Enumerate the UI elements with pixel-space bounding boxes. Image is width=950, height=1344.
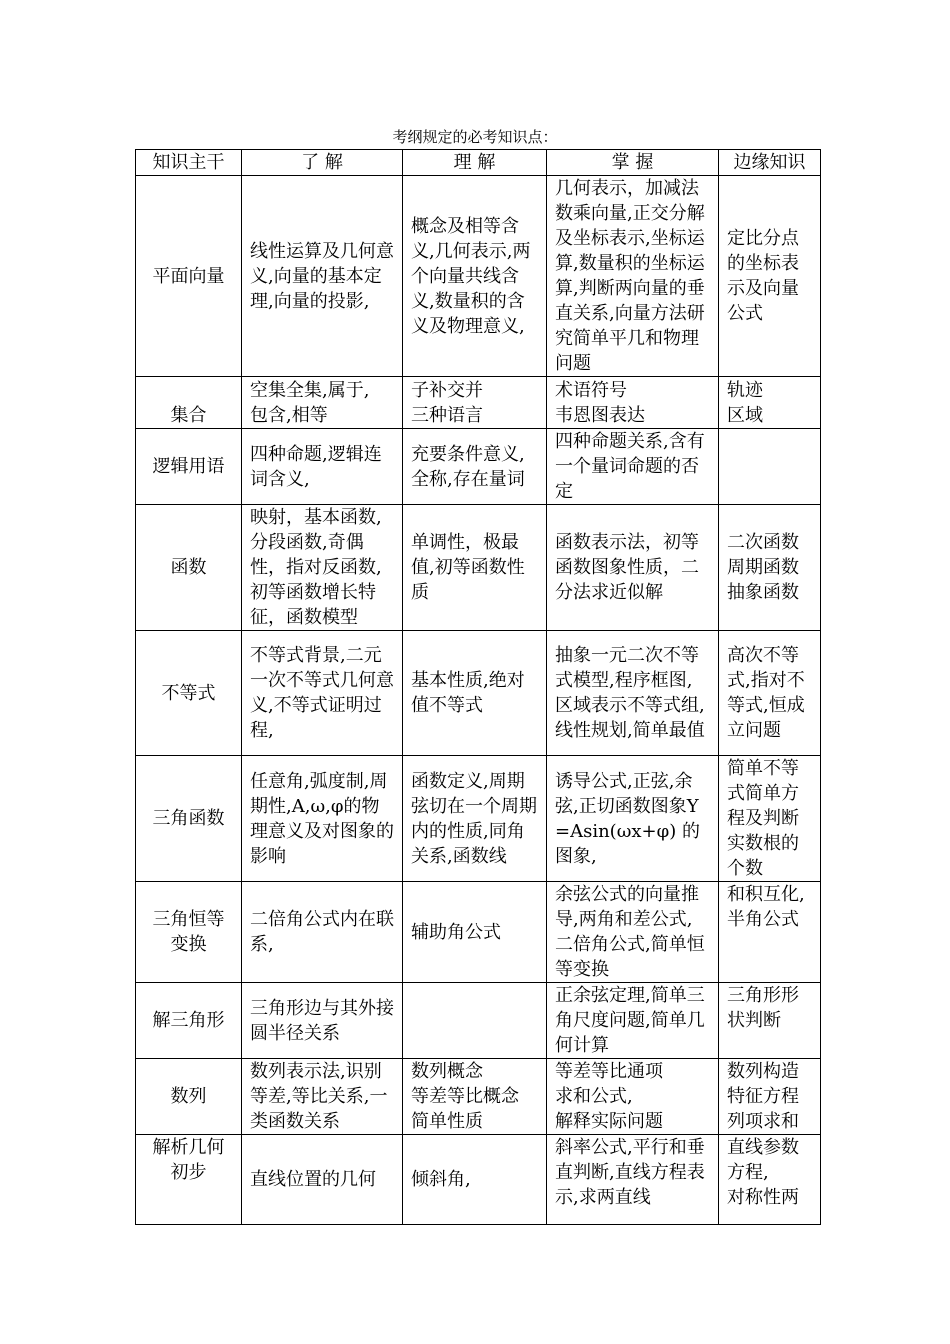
cell-peripheral (719, 429, 821, 505)
cell-master: 抽象一元二次不等式模型,程序框图,区域表示不等式组,线性规划,简单最值 (547, 631, 719, 756)
cell-comprehend: 倾斜角, (403, 1135, 547, 1225)
cell-peripheral: 轨迹 区域 (719, 377, 821, 429)
cell-understand: 映射，基本函数,分段函数,奇偶性，指对反函数,初等函数增长特征，函数模型 (242, 505, 403, 631)
table-row (136, 377, 821, 429)
cell-subject: 解三角形 (136, 983, 242, 1059)
cell-subject: 平面向量 (136, 176, 242, 377)
header-subject: 知识主干 (136, 150, 242, 176)
cell-subject: 三角函数 (136, 756, 242, 882)
cell-subject: 函数 (136, 505, 242, 631)
header-understand: 了 解 (242, 150, 403, 176)
cell-peripheral: 数列构造 特征方程 列项求和 (719, 1059, 821, 1135)
cell-master: 几何表示，加减法数乘向量,正交分解及坐标表示,坐标运算,数量积的坐标运算,判断两向量的垂直关系,向量方法研究简单平几和物理问题 (547, 176, 719, 377)
cell-peripheral: 直线参数方程, 对称性两 (719, 1135, 821, 1225)
cell-master: 四种命题关系,含有一个量词命题的否定 (547, 429, 719, 505)
cell-peripheral: 二次函数 周期函数 抽象函数 (719, 505, 821, 631)
cell-master: 等差等比通项 求和公式, 解释实际问题 (547, 1059, 719, 1135)
table-row (136, 882, 821, 983)
cell-master: 函数表示法，初等函数图象性质，二分法求近似解 (547, 505, 719, 631)
cell-understand: 空集全集,属于, 包含,相等 (242, 377, 403, 429)
cell-understand: 任意角,弧度制,周期性,A,ω,φ的物理意义及对图象的影响 (242, 756, 403, 882)
table-row (136, 176, 821, 377)
cell-comprehend: 基本性质,绝对值不等式 (403, 631, 547, 756)
cell-peripheral: 简单不等式简单方程及判断实数根的个数 (719, 756, 821, 882)
table-row (136, 983, 821, 1059)
cell-master: 正余弦定理,简单三角尺度问题,简单几何计算 (547, 983, 719, 1059)
cell-understand: 线性运算及几何意义,向量的基本定理,向量的投影, (242, 176, 403, 377)
cell-understand: 四种命题,逻辑连词含义, (242, 429, 403, 505)
cell-understand: 直线位置的几何 (242, 1135, 403, 1225)
cell-comprehend: 单调性，极最值,初等函数性质 (403, 505, 547, 631)
cell-master: 斜率公式,平行和垂直判断,直线方程表示,求两直线 (547, 1135, 719, 1225)
cell-comprehend (403, 983, 547, 1059)
cell-comprehend: 辅助角公式 (403, 882, 547, 983)
cell-subject: 数列 (136, 1059, 242, 1135)
cell-subject: 集合 (136, 377, 242, 429)
cell-understand: 不等式背景,二元一次不等式几何意义,不等式证明过程, (242, 631, 403, 756)
cell-subject: 不等式 (136, 631, 242, 756)
table-row (136, 631, 821, 756)
table-row (136, 505, 821, 631)
cell-understand: 二倍角公式内在联系, (242, 882, 403, 983)
cell-comprehend: 函数定义,周期弦切在一个周期内的性质,同角关系,函数线 (403, 756, 547, 882)
knowledge-table (135, 149, 821, 1225)
cell-comprehend: 充要条件意义,全称,存在量词 (403, 429, 547, 505)
table-caption: 考纲规定的必考知识点： (392, 128, 558, 146)
table-row (136, 429, 821, 505)
cell-comprehend: 数列概念 等差等比概念 简单性质 (403, 1059, 547, 1135)
table-row (136, 1135, 821, 1225)
cell-peripheral: 高次不等式,指对不等式,恒成立问题 (719, 631, 821, 756)
cell-peripheral: 定比分点的坐标表示及向量公式 (719, 176, 821, 377)
cell-peripheral: 和积互化,半角公式 (719, 882, 821, 983)
header-peripheral: 边缘知识 (719, 150, 821, 176)
cell-understand: 数列表示法,识别等差,等比关系,一类函数关系 (242, 1059, 403, 1135)
cell-subject: 逻辑用语 (136, 429, 242, 505)
header-master: 掌 握 (547, 150, 719, 176)
cell-understand: 三角形边与其外接圆半径关系 (242, 983, 403, 1059)
table-row (136, 756, 821, 882)
header-comprehend: 理 解 (403, 150, 547, 176)
cell-comprehend: 概念及相等含义,几何表示,两个向量共线含义,数量积的含义及物理意义, (403, 176, 547, 377)
header-row (136, 150, 821, 176)
cell-subject: 解析几何初步 (136, 1135, 242, 1225)
cell-master: 余弦公式的向量推导,两角和差公式,二倍角公式,简单恒等变换 (547, 882, 719, 983)
cell-peripheral: 三角形形状判断 (719, 983, 821, 1059)
cell-comprehend: 子补交并 三种语言 (403, 377, 547, 429)
cell-master: 术语符号 韦恩图表达 (547, 377, 719, 429)
cell-subject: 三角恒等变换 (136, 882, 242, 983)
cell-master: 诱导公式,正弦,余弦,正切函数图象Y=Asin(ωx+φ) 的图象, (547, 756, 719, 882)
table-row (136, 1059, 821, 1135)
